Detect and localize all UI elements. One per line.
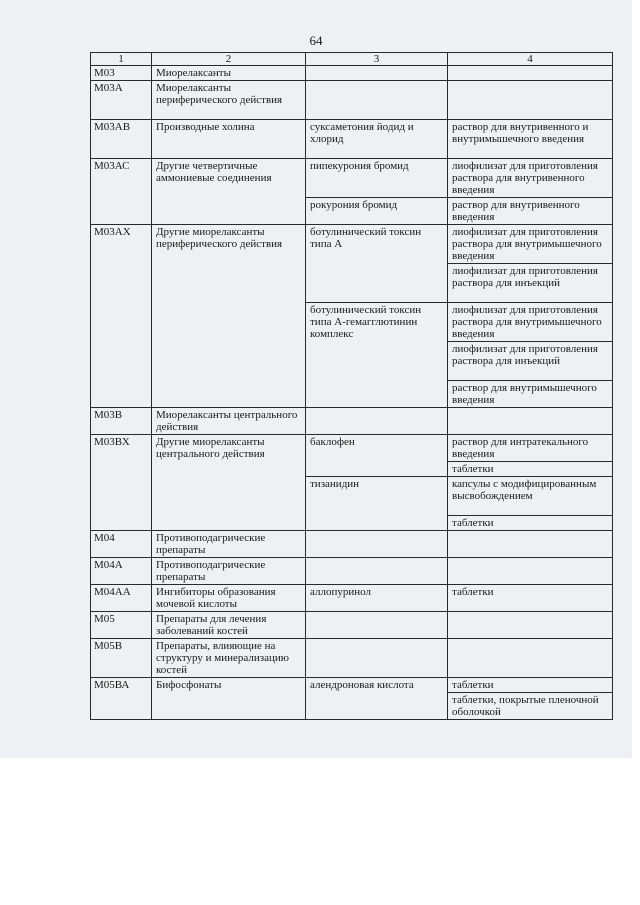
dosage-form: раствор для внутримышечного введения	[448, 381, 613, 408]
group-name: Бифосфонаты	[152, 678, 306, 720]
drug-name: аллопуринол	[306, 585, 448, 612]
dosage-form	[448, 612, 613, 639]
table-header-row	[91, 53, 613, 66]
group-name: Другие четвертичные аммониевые соединения	[152, 159, 306, 225]
drug-name	[306, 612, 448, 639]
dosage-form: таблетки, покрытые пленочной оболочкой	[448, 693, 613, 720]
atc-code: М04А	[91, 558, 152, 585]
drug-name: баклофен	[306, 435, 448, 477]
drug-name: тизанидин	[306, 477, 448, 531]
drug-name	[306, 408, 448, 435]
column-header: 2	[152, 53, 306, 66]
atc-code: М03АХ	[91, 225, 152, 408]
drug-name: пипекурония бромид	[306, 159, 448, 198]
group-name: Препараты для лечения заболеваний костей	[152, 612, 306, 639]
drug-name	[306, 639, 448, 678]
table-row	[91, 120, 613, 159]
atc-code: М03АС	[91, 159, 152, 225]
table-row	[91, 612, 613, 639]
dosage-form	[448, 66, 613, 81]
dosage-form: лиофилизат для приготовления раствора для инъекций	[448, 342, 613, 381]
table-row	[91, 639, 613, 678]
drug-name: рокурония бромид	[306, 198, 448, 225]
dosage-form: таблетки	[448, 678, 613, 693]
dosage-form	[448, 81, 613, 120]
group-name: Производные холина	[152, 120, 306, 159]
drug-name: алендроновая кислота	[306, 678, 448, 720]
dosage-form: капсулы с модифицированным высвобождением	[448, 477, 613, 516]
atc-code: М05	[91, 612, 152, 639]
page-number: 64	[309, 33, 323, 48]
table-row	[91, 66, 613, 81]
dosage-form: таблетки	[448, 516, 613, 531]
dosage-form: таблетки	[448, 585, 613, 612]
group-name: Противоподагрические препараты	[152, 558, 306, 585]
table-row	[91, 225, 613, 264]
drug-name	[306, 531, 448, 558]
drug-name: ботулинический токсин типа А	[306, 225, 448, 303]
group-name: Препараты, влияющие на структуру и минерализацию костей	[152, 639, 306, 678]
dosage-form: таблетки	[448, 462, 613, 477]
group-name: Миорелаксанты	[152, 66, 306, 81]
dosage-form: лиофилизат для приготовления раствора для внутривенного введения	[448, 159, 613, 198]
dosage-form: раствор для интратекального введения	[448, 435, 613, 462]
dosage-form: лиофилизат для приготовления раствора для внутримышечного введения	[448, 303, 613, 342]
table-row	[91, 678, 613, 693]
atc-code: М03А	[91, 81, 152, 120]
dosage-form: раствор для внутривенного и внутримышечного введения	[448, 120, 613, 159]
group-name: Другие миорелаксанты периферического действия	[152, 225, 306, 408]
drug-name	[306, 66, 448, 81]
drug-name: суксаметония йодид и хлорид	[306, 120, 448, 159]
atc-code: М05В	[91, 639, 152, 678]
column-header: 1	[91, 53, 152, 66]
table-row	[91, 531, 613, 558]
group-name: Миорелаксанты периферического действия	[152, 81, 306, 120]
atc-code: М03	[91, 66, 152, 81]
dosage-form	[448, 639, 613, 678]
drug-classification-table	[90, 52, 613, 720]
dosage-form: лиофилизат для приготовления раствора для инъекций	[448, 264, 613, 303]
table-row	[91, 408, 613, 435]
atc-code: М04АА	[91, 585, 152, 612]
table-row	[91, 585, 613, 612]
group-name: Противоподагрические препараты	[152, 531, 306, 558]
atc-code: М04	[91, 531, 152, 558]
drug-name	[306, 81, 448, 120]
atc-code: М03АВ	[91, 120, 152, 159]
group-name: Миорелаксанты центрального действия	[152, 408, 306, 435]
table-row	[91, 81, 613, 120]
dosage-form	[448, 408, 613, 435]
table-row	[91, 159, 613, 198]
group-name: Ингибиторы образования мочевой кислоты	[152, 585, 306, 612]
atc-code: М05ВА	[91, 678, 152, 720]
dosage-form: раствор для внутривенного введения	[448, 198, 613, 225]
dosage-form	[448, 558, 613, 585]
atc-code: М03В	[91, 408, 152, 435]
table-row	[91, 435, 613, 462]
atc-code: М03ВХ	[91, 435, 152, 531]
dosage-form	[448, 531, 613, 558]
column-header: 4	[448, 53, 613, 66]
table-row	[91, 558, 613, 585]
dosage-form: лиофилизат для приготовления раствора для внутримышечного введения	[448, 225, 613, 264]
drug-name: ботулинический токсин типа А-гемагглютинин комплекс	[306, 303, 448, 408]
drug-name	[306, 558, 448, 585]
column-header: 3	[306, 53, 448, 66]
group-name: Другие миорелаксанты центрального действия	[152, 435, 306, 531]
